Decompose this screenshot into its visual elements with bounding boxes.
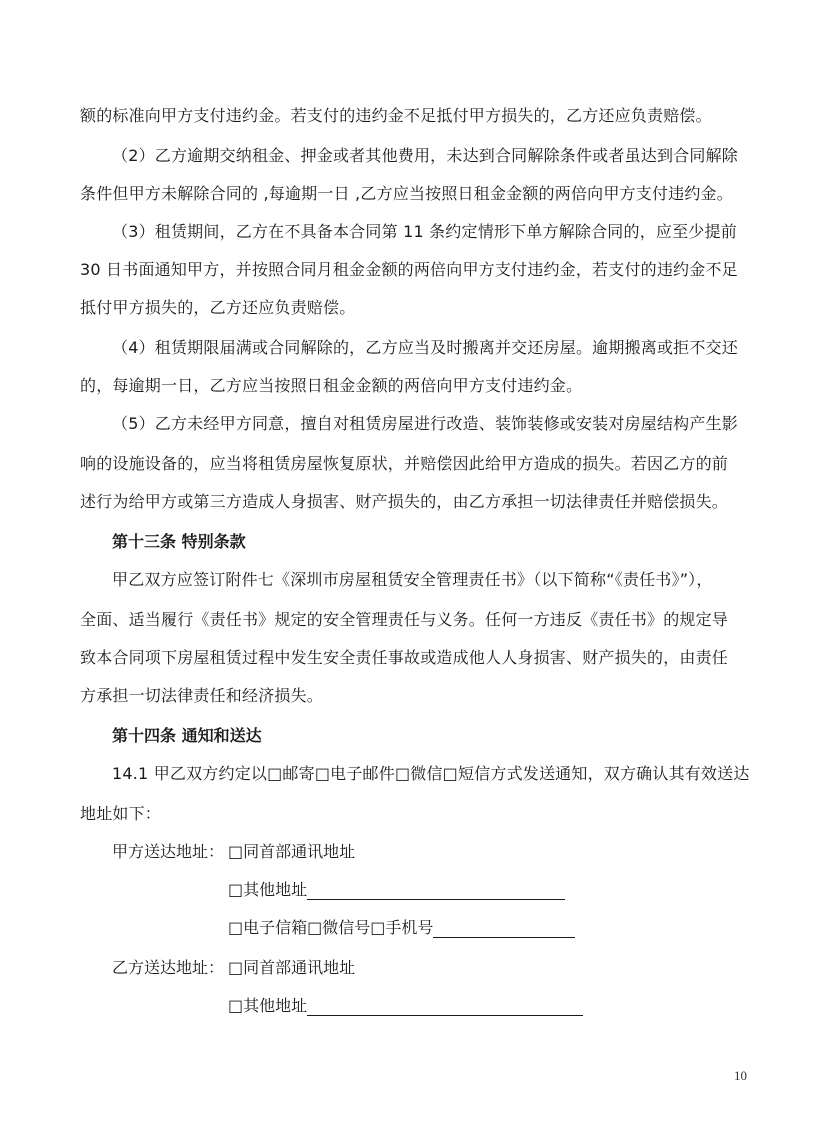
party-a-electronic-label[interactable]: □电子信箱□微信号□手机号	[228, 918, 434, 937]
article-13-heading: 第十三条 特别条款	[112, 532, 246, 551]
paragraph-line: 甲乙双方应签订附件七《深圳市房屋租赁安全管理责任书》（以下简称“《责任书》”），	[112, 570, 713, 589]
party-a-option-other-address	[228, 880, 565, 900]
party-a-other-address-label[interactable]: □其他地址	[228, 880, 308, 899]
paragraph-line: 方承担一切法律责任和经济损失。	[80, 686, 324, 705]
paragraph-line: 全面、适当履行《责任书》规定的安全管理责任与义务。任何一方违反《责任书》的规定导	[80, 610, 729, 629]
paragraph-line: 致本合同项下房屋租赁过程中发生安全责任事故或造成他人人身损害、财产损失的，由责任	[80, 648, 729, 667]
paragraph-line: 抵付甲方损失的，乙方还应负责赔偿。	[80, 298, 356, 317]
party-b-option-same-address[interactable]: □同首部通讯地址	[228, 958, 356, 977]
article-14-heading: 第十四条 通知和送达	[112, 726, 262, 745]
party-b-other-address-blank[interactable]	[307, 997, 583, 1016]
paragraph-line: （3）租赁期间，乙方在不具备本合同第 11 条约定情形下单方解除合同的，应至少提前	[112, 222, 737, 241]
paragraph-line: 额的标准向甲方支付违约金。若支付的违约金不足抵付甲方损失的，乙方还应负责赔偿。	[80, 106, 712, 125]
paragraph-line: 述行为给甲方或第三方造成人身损害、财产损失的，由乙方承担一切法律责任并赔偿损失。	[80, 492, 729, 511]
paragraph-line: 地址如下：	[80, 804, 162, 823]
paragraph-line: 响的设施设备的，应当将租赁房屋恢复原状，并赔偿因此给甲方造成的损失。若因乙方的前	[80, 454, 729, 473]
party-b-address-label: 乙方送达地址：	[112, 958, 225, 977]
party-a-other-address-blank[interactable]	[307, 881, 565, 900]
party-a-electronic-blank[interactable]	[433, 919, 575, 938]
paragraph-line: 30 日书面通知甲方，并按照合同月租金金额的两倍向甲方支付违约金，若支付的违约金不足	[80, 260, 738, 279]
paragraph-line: 14.1 甲乙双方约定以□邮寄□电子邮件□微信□短信方式发送通知，双方确认其有效送达	[112, 764, 750, 783]
paragraph-line: 的，每逾期一日，乙方应当按照日租金金额的两倍向甲方支付违约金。	[80, 376, 583, 395]
party-a-option-electronic	[228, 918, 575, 938]
party-b-option-other-address	[228, 996, 583, 1016]
party-b-other-address-label[interactable]: □其他地址	[228, 996, 308, 1015]
paragraph-line: （5）乙方未经甲方同意，擅自对租赁房屋进行改造、装饰装修或安装对房屋结构产生影	[112, 414, 738, 433]
paragraph-line: （4）租赁期限届满或合同解除的，乙方应当及时搬离并交还房屋。逾期搬离或拒不交还	[112, 338, 738, 357]
paragraph-line: （2）乙方逾期交纳租金、押金或者其他费用，未达到合同解除条件或者虽达到合同解除	[112, 146, 738, 165]
paragraph-line: 条件但甲方未解除合同的 ,每逾期一日 ,乙方应当按照日租金金额的两倍向甲方支付违约金。	[80, 184, 733, 203]
page-number: 10	[734, 1068, 747, 1083]
party-a-address-label: 甲方送达地址：	[112, 842, 225, 861]
party-a-option-same-address[interactable]: □同首部通讯地址	[228, 842, 356, 861]
